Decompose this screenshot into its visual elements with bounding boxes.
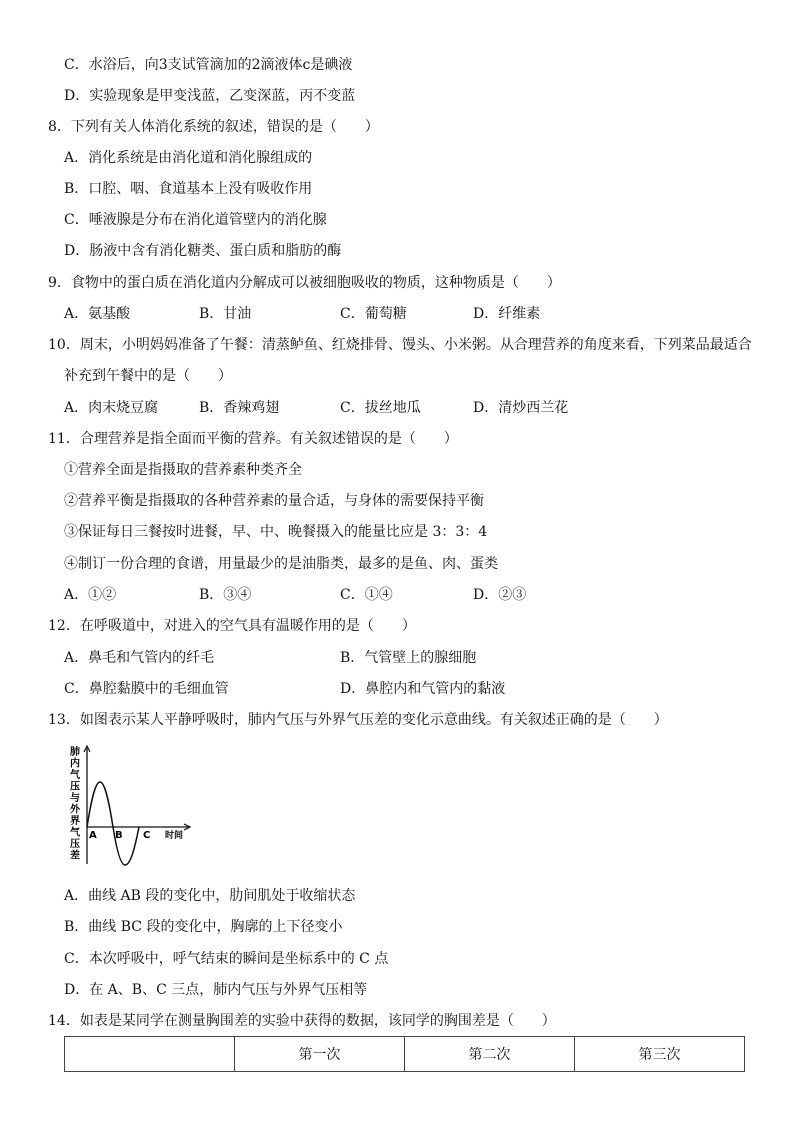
q11-statement-4: ④制订一份合理的食谱，用量最少的是油脂类，最多的是鱼、肉、蛋类 <box>64 556 498 572</box>
q10-option-c: C．拔丝地瓜 <box>340 400 421 416</box>
table-header-third: 第三次 <box>575 1037 745 1072</box>
q8-option-b: B．口腔、咽、食道基本上没有吸收作用 <box>64 181 313 197</box>
q11-option-c: C．①④ <box>340 587 393 603</box>
q11-option-d: D．②③ <box>473 587 527 603</box>
q10-option-a: A．肉末烧豆腐 <box>64 400 159 416</box>
q13-option-d: D．在 A、B、C 三点，肺内气压与外界气压相等 <box>64 982 368 998</box>
point-a-label: A <box>89 830 97 841</box>
q7-option-c: C．水浴后，向3支试管滴加的2滴液体c是碘液 <box>64 57 353 73</box>
q9-option-a: A．氨基酸 <box>64 306 131 322</box>
q12-stem: 12．在呼吸道中，对进入的空气具有温暖作用的是（ ） <box>48 618 416 634</box>
q9-option-b: B．甘油 <box>199 306 252 322</box>
q11-stem: 11．合理营养是指全面而平衡的营养。有关叙述错误的是（ ） <box>48 431 458 447</box>
q10-option-b: B．香辣鸡翅 <box>199 400 280 416</box>
q7-option-d: D．实验现象是甲变浅蓝，乙变深蓝，丙不变蓝 <box>64 88 356 104</box>
q10-option-d: D．清炒西兰花 <box>473 400 569 416</box>
table-header-row <box>65 1037 745 1072</box>
q9-stem: 9．食物中的蛋白质在消化道内分解成可以被细胞吸收的物质，这种物质是（ ） <box>48 275 561 291</box>
breathing-pressure-figure <box>64 742 194 868</box>
point-b-label: B <box>115 830 123 841</box>
q9-option-d: D．纤维素 <box>473 306 541 322</box>
q12-option-c: C．鼻腔黏膜中的毛细血管 <box>64 681 229 697</box>
table-header-second: 第二次 <box>405 1037 575 1072</box>
q12-option-a: A．鼻毛和气管内的纤毛 <box>64 650 215 666</box>
q13-stem: 13．如图表示某人平静呼吸时，肺内气压与外界气压差的变化示意曲线。有关叙述正确的是（ ） <box>48 712 668 728</box>
q12-option-d: D．鼻腔内和气管内的黏液 <box>340 681 506 697</box>
q9-option-c: C．葡萄糖 <box>340 306 407 322</box>
q8-option-d: D．肠液中含有消化糖类、蛋白质和脂肪的酶 <box>64 243 342 259</box>
q10-stem-line1: 10．周末，小明妈妈准备了午餐：清蒸鲈鱼、红烧排骨、馒头、小米粥。从合理营养的角度来看，下列菜品最适合 <box>48 337 752 353</box>
point-c-label: C <box>143 830 151 841</box>
q11-option-a: A．①② <box>64 587 117 603</box>
q8-option-c: C．唾液腺是分布在消化道管壁内的消化腺 <box>64 212 327 228</box>
q11-statement-1: ①营养全面是指摄取的营养素种类齐全 <box>64 462 302 478</box>
q8-option-a: A．消化系统是由消化道和消化腺组成的 <box>64 150 313 166</box>
pressure-curve <box>87 782 139 865</box>
q13-option-a: A．曲线 AB 段的变化中，肋间肌处于收缩状态 <box>64 888 356 904</box>
q11-statement-2: ②营养平衡是指摄取的各种营养素的量合适，与身体的需要保持平衡 <box>64 493 484 509</box>
table-header-blank <box>65 1037 235 1072</box>
q11-statement-3: ③保证每日三餐按时进餐，早、中、晚餐摄入的能量比应是 3：3：4 <box>64 524 488 540</box>
y-axis-label: 肺内气压与外界气压差 <box>70 747 80 862</box>
table-header-first: 第一次 <box>235 1037 405 1072</box>
x-axis-label: 时间 <box>165 831 184 841</box>
q11-option-b: B．③④ <box>199 587 252 603</box>
q12-option-b: B．气管壁上的腺细胞 <box>340 650 477 666</box>
q13-option-b: B．曲线 BC 段的变化中，胸廓的上下径变小 <box>64 919 343 935</box>
q14-stem: 14．如表是某同学在测量胸围差的实验中获得的数据，该同学的胸围差是（ ） <box>48 1013 556 1029</box>
q13-option-c: C．本次呼吸中，呼气结束的瞬间是坐标系中的 C 点 <box>64 951 389 967</box>
q10-stem-line2: 补充到午餐中的是（ ） <box>64 368 232 384</box>
q8-stem: 8．下列有关人体消化系统的叙述，错误的是（ ） <box>48 119 379 135</box>
chest-measurement-table <box>64 1036 745 1072</box>
